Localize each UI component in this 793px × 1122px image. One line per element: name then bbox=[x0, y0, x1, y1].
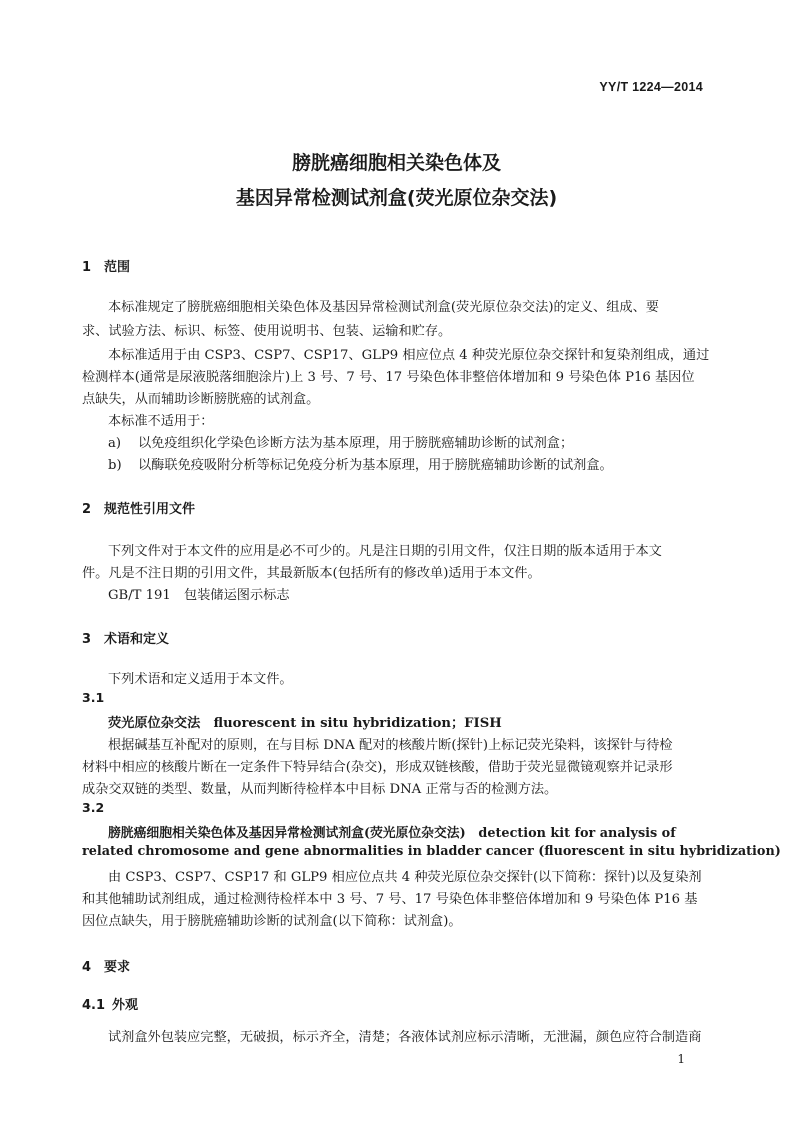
section-title: 规范性引用文件 bbox=[104, 502, 196, 517]
section-title: 范围 bbox=[104, 260, 131, 275]
list-item-b bbox=[108, 454, 613, 473]
paragraph-line: 点缺失，从而辅助诊断膀胱癌的试剂盒。 bbox=[82, 392, 320, 407]
section-4-heading bbox=[82, 956, 130, 975]
term-number-3-2: 3.2 bbox=[82, 800, 105, 815]
subsection-4-1-heading bbox=[82, 994, 138, 1013]
section-2-heading bbox=[82, 498, 195, 517]
paragraph-line: 试剂盒外包装应完整，无破损，标示齐全，清楚；各液体试剂应标示清晰，无泄漏，颜色应符合制造商 bbox=[108, 1030, 702, 1045]
paragraph-line: 材料中相应的核酸片断在一定条件下特异结合(杂交)，形成双链核酸，借助于荧光显微镜观察并记录形 bbox=[82, 760, 673, 775]
section-1-heading bbox=[82, 256, 130, 275]
page-number: 1 bbox=[677, 1052, 685, 1066]
paragraph-line: 本标准规定了膀胱癌细胞相关染色体及基因异常检测试剂盒(荧光原位杂交法)的定义、组成、要 bbox=[108, 300, 659, 315]
normative-reference: GB/T 191 包装储运图示标志 bbox=[108, 588, 290, 603]
term-3-1-title: 荧光原位杂交法 fluorescent in situ hybridization；FISH bbox=[108, 716, 502, 731]
paragraph-line: 检测样本(通常是尿液脱落细胞涂片)上 3 号、7 号、17 号染色体非整倍体增加和 9 号染色体 P16 基因位 bbox=[82, 370, 695, 385]
document-title-line-2: 基因异常检测试剂盒(荧光原位杂交法) bbox=[235, 187, 558, 209]
term-3-2-title-line-2: related chromosome and gene abnormalities in bladder cancer (fluorescent in situ hybridization) bbox=[82, 844, 781, 859]
paragraph-line: 本标准不适用于： bbox=[108, 414, 214, 429]
paragraph-line: 下列文件对于本文件的应用是必不可少的。凡是注日期的引用文件，仅注日期的版本适用于本文 bbox=[108, 544, 662, 559]
term-3-2-title-line-1: 膀胱癌细胞相关染色体及基因异常检测试剂盒(荧光原位杂交法) detection kit for analysis of bbox=[108, 826, 676, 841]
document-title-line-1: 膀胱癌细胞相关染色体及 bbox=[291, 152, 501, 174]
section-number: 1 bbox=[82, 260, 92, 275]
paragraph-line: 因位点缺失，用于膀胱癌辅助诊断的试剂盒(以下简称：试剂盒)。 bbox=[82, 914, 462, 929]
paragraph-line: 和其他辅助试剂组成，通过检测待检样本中 3 号、7 号、17 号染色体非整倍体增加和 9 号染色体 P16 基 bbox=[82, 892, 698, 907]
paragraph-line: 求、试验方法、标识、标签、使用说明书、包装、运输和贮存。 bbox=[82, 324, 452, 339]
list-text: 以酶联免疫吸附分析等标记免疫分析为基本原理，用于膀胱癌辅助诊断的试剂盒。 bbox=[138, 458, 613, 473]
paragraph-line: 件。凡是不注日期的引用文件，其最新版本(包括所有的修改单)适用于本文件。 bbox=[82, 566, 541, 581]
section-number: 2 bbox=[82, 502, 92, 517]
section-title: 外观 bbox=[112, 998, 139, 1013]
paragraph-line: 成杂交双链的类型、数量，从而判断待检样本中目标 DNA 正常与否的检测方法。 bbox=[82, 782, 558, 797]
list-item-a bbox=[108, 432, 573, 451]
list-text: 以免疫组织化学染色诊断方法为基本原理，用于膀胱癌辅助诊断的试剂盒； bbox=[138, 436, 574, 451]
paragraph-line: 下列术语和定义适用于本文件。 bbox=[108, 672, 293, 687]
section-title: 要求 bbox=[104, 960, 131, 975]
list-marker: b) bbox=[108, 458, 122, 473]
term-number-3-1: 3.1 bbox=[82, 690, 105, 705]
section-number: 3 bbox=[82, 632, 92, 647]
list-marker: a) bbox=[108, 436, 122, 451]
section-number: 4 bbox=[82, 960, 92, 975]
section-title: 术语和定义 bbox=[104, 632, 170, 647]
paragraph-line: 本标准适用于由 CSP3、CSP7、CSP17、GLP9 相应位点 4 种荧光原位杂交探针和复染剂组成，通过 bbox=[108, 348, 710, 363]
section-number: 4.1 bbox=[82, 998, 106, 1013]
paragraph-line: 由 CSP3、CSP7、CSP17 和 GLP9 相应位点共 4 种荧光原位杂交探针(以下简称：探针)以及复染剂 bbox=[108, 870, 702, 885]
section-3-heading bbox=[82, 628, 169, 647]
standard-code: YY/T 1224—2014 bbox=[599, 80, 703, 94]
paragraph-line: 根据碱基互补配对的原则，在与目标 DNA 配对的核酸片断(探针)上标记荧光染料，该探针与待检 bbox=[108, 738, 673, 753]
